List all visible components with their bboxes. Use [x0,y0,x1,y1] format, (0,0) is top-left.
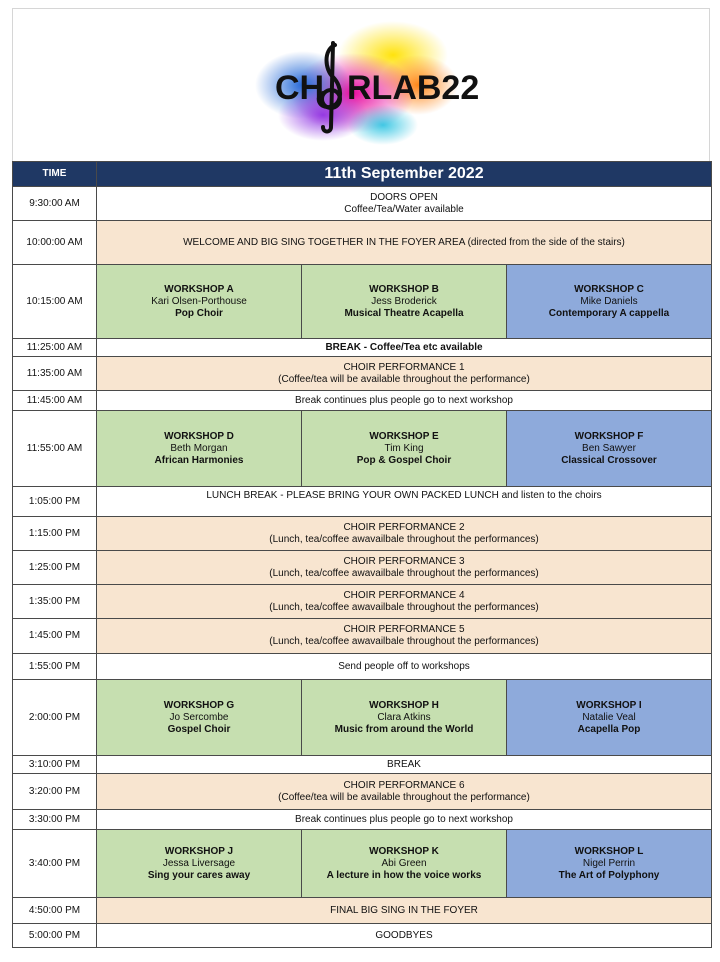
svg-text:RLAB22: RLAB22 [347,69,480,107]
event-cell: LUNCH BREAK - PLEASE BRING YOUR OWN PACKED LUNCH and listen to the choirs [97,487,712,517]
workshop-cell: WORKSHOP C Mike Daniels Contemporary A cappella [507,265,712,339]
workshop-cell: WORKSHOP K Abi Green A lecture in how the voice works [302,830,507,898]
schedule-row [13,391,712,411]
event-cell: CHOIR PERFORMANCE 1 (Coffee/tea will be available throughout the performance) [97,357,712,391]
workshop-cell: WORKSHOP H Clara Atkins Music from around the World [302,680,507,756]
event-cell: BREAK - Coffee/Tea etc available [97,339,712,357]
schedule-row [13,924,712,948]
time-cell: 10:15:00 AM [13,265,97,339]
workshop-cell: WORKSHOP F Ben Sawyer Classical Crossover [507,411,712,487]
time-cell: 4:50:00 PM [13,898,97,924]
time-cell: 10:00:00 AM [13,221,97,265]
event-cell: BREAK [97,756,712,774]
time-cell: 11:35:00 AM [13,357,97,391]
time-column-header: TIME [13,162,97,187]
time-cell: 1:25:00 PM [13,551,97,585]
event-cell: WELCOME AND BIG SING TOGETHER IN THE FOYER AREA (directed from the side of the stairs) [97,221,712,265]
time-cell: 3:10:00 PM [13,756,97,774]
logo-banner [12,8,710,161]
time-cell: 3:30:00 PM [13,810,97,830]
time-cell: 9:30:00 AM [13,187,97,221]
schedule-table [12,161,712,948]
time-cell: 1:55:00 PM [13,654,97,680]
time-cell: 1:45:00 PM [13,619,97,654]
workshop-row [13,411,712,487]
workshop-row [13,265,712,339]
time-cell: 11:25:00 AM [13,339,97,357]
event-cell: DOORS OPEN Coffee/Tea/Water available [97,187,712,221]
workshop-cell: WORKSHOP A Kari Olsen-Porthouse Pop Choir [97,265,302,339]
schedule-row [13,898,712,924]
workshop-cell: WORKSHOP D Beth Morgan African Harmonies [97,411,302,487]
time-cell: 3:20:00 PM [13,774,97,810]
time-cell: 2:00:00 PM [13,680,97,756]
schedule-row [13,357,712,391]
schedule-row [13,619,712,654]
schedule-row [13,487,712,517]
schedule-row [13,221,712,265]
event-cell: FINAL BIG SING IN THE FOYER [97,898,712,924]
event-cell: CHOIR PERFORMANCE 4 (Lunch, tea/coffee awavailbale throughout the performances) [97,585,712,619]
workshop-cell: WORKSHOP I Natalie Veal Acapella Pop [507,680,712,756]
time-cell: 1:15:00 PM [13,517,97,551]
header-row [13,162,712,187]
schedule-row [13,551,712,585]
workshop-row [13,830,712,898]
schedule-row [13,810,712,830]
choirlab-logo [243,15,483,155]
time-cell: 5:00:00 PM [13,924,97,948]
workshop-row [13,680,712,756]
event-cell: CHOIR PERFORMANCE 6 (Coffee/tea will be available throughout the performance) [97,774,712,810]
event-cell: Break continues plus people go to next workshop [97,810,712,830]
schedule-row [13,585,712,619]
time-cell: 1:35:00 PM [13,585,97,619]
event-cell: CHOIR PERFORMANCE 3 (Lunch, tea/coffee awavailbale throughout the performances) [97,551,712,585]
svg-text:CH: CH [275,69,325,107]
schedule-row [13,774,712,810]
time-cell: 3:40:00 PM [13,830,97,898]
workshop-cell: WORKSHOP L Nigel Perrin The Art of Polyphony [507,830,712,898]
workshop-cell: WORKSHOP B Jess Broderick Musical Theatre Acapella [302,265,507,339]
date-header: 11th September 2022 [97,162,712,187]
time-cell: 11:55:00 AM [13,411,97,487]
workshop-cell: WORKSHOP E Tim King Pop & Gospel Choir [302,411,507,487]
schedule-row [13,339,712,357]
event-cell: CHOIR PERFORMANCE 5 (Lunch, tea/coffee awavailbale throughout the performances) [97,619,712,654]
workshop-cell: WORKSHOP J Jessa Liversage Sing your cares away [97,830,302,898]
schedule-row [13,654,712,680]
event-cell: CHOIR PERFORMANCE 2 (Lunch, tea/coffee awavailbale throughout the performances) [97,517,712,551]
event-cell: Break continues plus people go to next workshop [97,391,712,411]
schedule-row [13,756,712,774]
time-cell: 11:45:00 AM [13,391,97,411]
workshop-cell: WORKSHOP G Jo Sercombe Gospel Choir [97,680,302,756]
time-cell: 1:05:00 PM [13,487,97,517]
schedule-row [13,187,712,221]
event-cell: GOODBYES [97,924,712,948]
event-cell: Send people off to workshops [97,654,712,680]
schedule-row [13,517,712,551]
